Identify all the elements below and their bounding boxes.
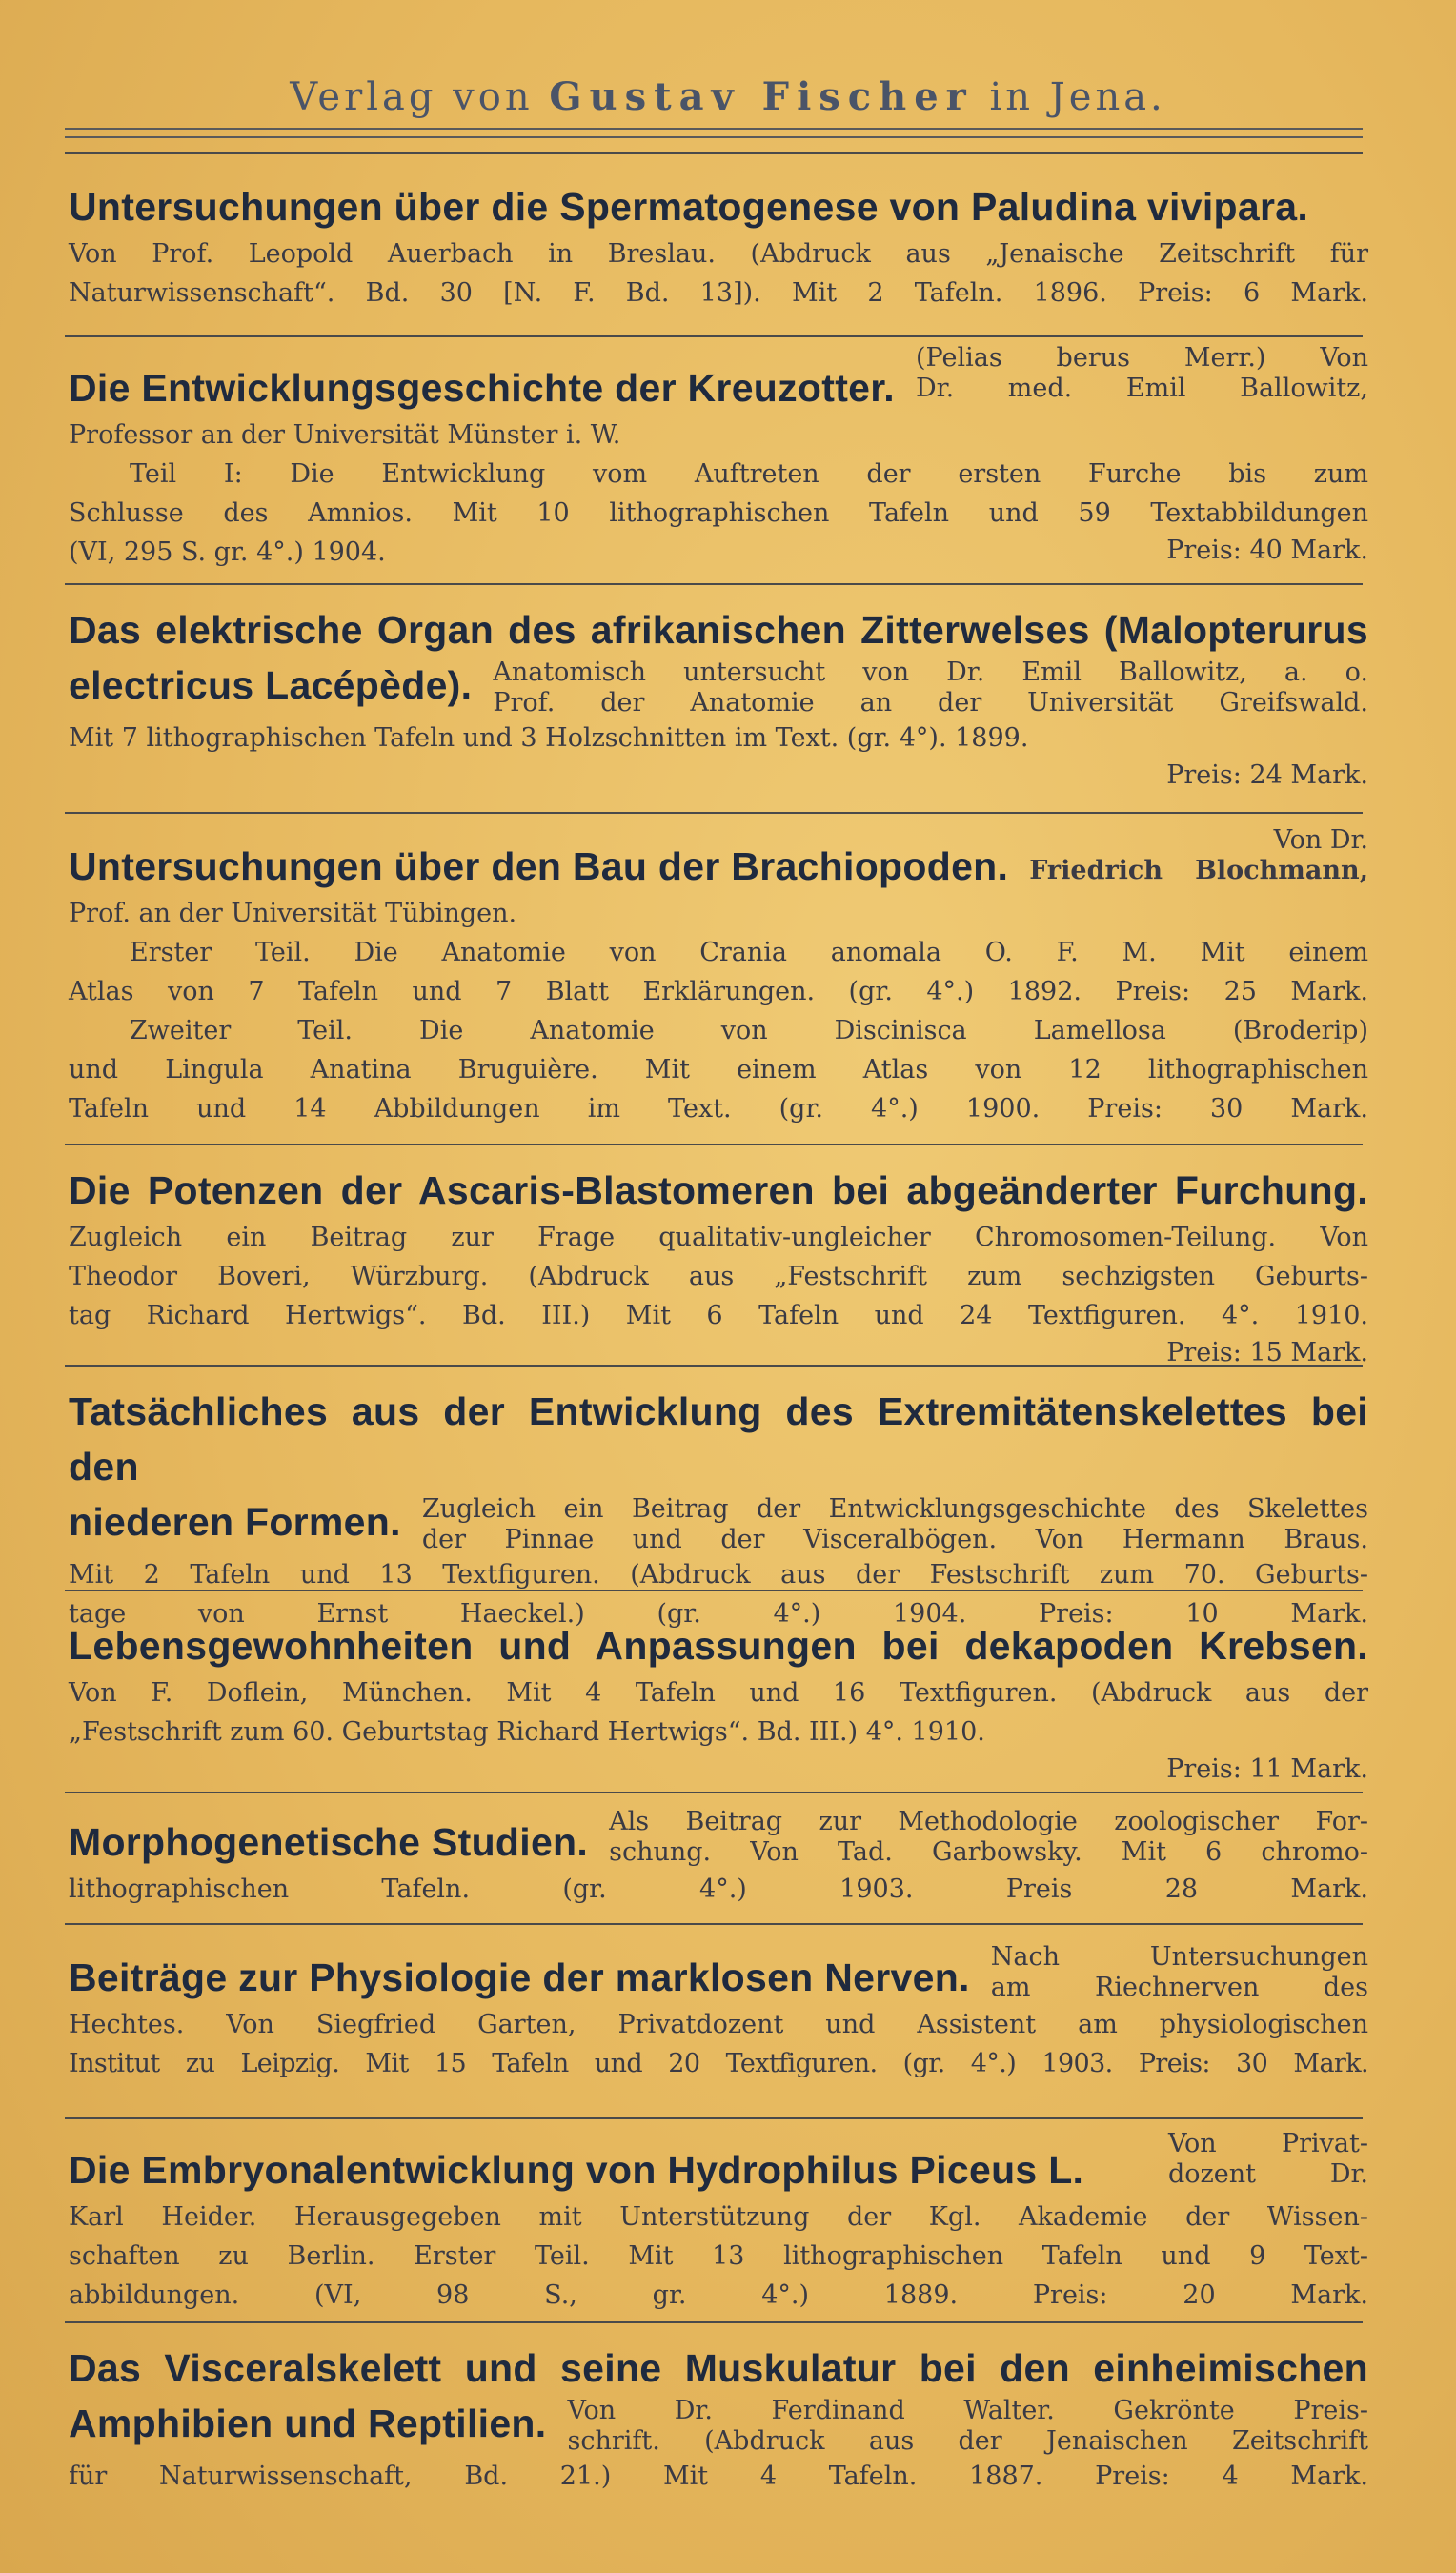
entry-divider bbox=[65, 1923, 1363, 1925]
entry-side-text bbox=[567, 2396, 1368, 2457]
publisher-prefix: Verlag von bbox=[290, 75, 534, 119]
entry-divider bbox=[65, 1365, 1363, 1367]
entry-divider bbox=[65, 812, 1363, 814]
entry-side-text bbox=[422, 1494, 1368, 1555]
entry-text: Hechtes. Von Siegfried Garten, Privatdozent und Assistent am physiologischen bbox=[69, 2010, 1368, 2039]
catalog-entry bbox=[69, 1163, 1368, 1371]
entry-text: Mit 2 Tafeln und 13 Textfiguren. (Abdruck aus der Festschrift zum 70. Geburts- bbox=[69, 1560, 1368, 1590]
entry-divider bbox=[65, 2321, 1363, 2323]
entry-title: Die Potenzen der Ascaris-Blastomeren bei abgeänderter Furchung. bbox=[69, 1168, 1368, 1212]
entry-title: Beiträge zur Physiologie der marklosen Nerven. bbox=[69, 1955, 970, 1999]
entry-text: (VI, 295 S. gr. 4°.) 1904. bbox=[69, 537, 386, 567]
entry-title: electricus Lacépède). bbox=[69, 663, 473, 707]
entry-text: Tafeln und 14 Abbildungen im Text. (gr. 4°.) 1900. Preis: 30 Mark. bbox=[69, 1094, 1368, 1124]
entry-text: am Riechnerven des bbox=[990, 1973, 1368, 2002]
catalog-entry bbox=[69, 825, 1368, 1128]
entry-side-text bbox=[1029, 825, 1368, 886]
entry-text: Atlas von 7 Tafeln und 7 Blatt Erklärungen. (gr. 4°.) 1892. Preis: 25 Mark. bbox=[69, 977, 1368, 1006]
entry-text: Zugleich ein Beitrag der Entwicklungsgeschichte des Skelettes bbox=[421, 1494, 1368, 1524]
entry-text: lithographischen Tafeln. (gr. 4°.) 1903. Preis 28 Mark. bbox=[69, 1874, 1368, 1904]
entry-text: Theodor Boveri, Würzburg. (Abdruck aus „Festschrift zum sechzigsten Geburts- bbox=[69, 1262, 1368, 1291]
entry-text: Zweiter Teil. Die Anatomie von Discinisca Lamellosa (Broderip) bbox=[130, 1016, 1368, 1045]
entry-text: Professor an der Universität Münster i. W. bbox=[69, 420, 621, 450]
entry-text: tag Richard Hertwigs“. Bd. III.) Mit 6 Tafeln und 24 Textfiguren. 4°. 1910. bbox=[69, 1301, 1368, 1330]
entry-text: Naturwissenschaft“. Bd. 30 [N. F. Bd. 13]). Mit 2 Tafeln. 1896. Preis: 6 Mark. bbox=[69, 278, 1368, 308]
entry-text: Karl Heider. Herausgegeben mit Unterstützung der Kgl. Akademie der Wissen- bbox=[69, 2202, 1368, 2232]
entry-side-text bbox=[991, 1942, 1368, 2003]
entry-text: Schlusse des Amnios. Mit 10 lithographischen Tafeln und 59 Textabbildungen bbox=[69, 498, 1368, 528]
entry-text: für Naturwissenschaft, Bd. 21.) Mit 4 Tafeln. 1887. Preis: 4 Mark. bbox=[69, 2462, 1368, 2491]
entry-text: Von Dr. Ferdinand Walter. Gekrönte Preis- bbox=[567, 2396, 1368, 2425]
publisher-suffix: in Jena. bbox=[989, 75, 1166, 119]
publisher-name: Gustav Fischer bbox=[549, 74, 974, 119]
catalog-entry bbox=[69, 1807, 1368, 1909]
entry-title: Morphogenetische Studien. bbox=[69, 1820, 589, 1864]
entry-text: (Pelias berus Merr.) Von bbox=[915, 343, 1368, 373]
publisher-header bbox=[0, 74, 1456, 119]
entry-title: Untersuchungen über die Spermatogenese von Paludina vivipara. bbox=[69, 185, 1309, 229]
entry-text: Institut zu Leipzig. Mit 15 Tafeln und 20 Textfiguren. (gr. 4°.) 1903. Preis: 30 Mark. bbox=[69, 2049, 1368, 2078]
entry-text: Von Dr. bbox=[1273, 825, 1368, 855]
catalog-entry bbox=[69, 2340, 1368, 2496]
entry-text: tage von Ernst Haeckel.) (gr. 4°.) 1904. Preis: 10 Mark. bbox=[69, 1599, 1368, 1629]
entry-text: Teil I: Die Entwicklung vom Auftreten der ersten Furche bis zum bbox=[130, 459, 1368, 489]
entry-divider bbox=[65, 335, 1363, 337]
entry-title: Die Entwicklungsgeschichte der Kreuzotter. bbox=[69, 366, 895, 410]
entry-side-text bbox=[609, 1807, 1368, 1868]
entry-title: Untersuchungen über den Bau der Brachiopoden. bbox=[69, 844, 1009, 888]
entry-side-text bbox=[1168, 2129, 1368, 2190]
entry-title: Tatsächliches aus der Entwicklung des Extremitätenskelettes bei den bbox=[69, 1389, 1368, 1489]
entry-title: Das Visceralskelett und seine Muskulatur bei den einheimischen bbox=[69, 2346, 1368, 2390]
entry-text: Dr. med. Emil Ballowitz, bbox=[915, 374, 1368, 403]
entry-divider bbox=[65, 1792, 1363, 1793]
entry-text: schung. Von Tad. Garbowsky. Mit 6 chromo- bbox=[609, 1837, 1368, 1867]
entry-text: und Lingula Anatina Bruguière. Mit einem Atlas von 12 lithographischen bbox=[69, 1055, 1368, 1084]
catalog-entry bbox=[69, 1942, 1368, 2083]
entry-text: Friedrich Blochmann, bbox=[1029, 856, 1368, 885]
entry-text: Prof. an der Universität Tübingen. bbox=[69, 899, 517, 928]
catalog-entry bbox=[69, 1618, 1368, 1788]
entry-divider bbox=[65, 583, 1363, 585]
entry-text: abbildungen. (VI, 98 S., gr. 4°.) 1889. Preis: 20 Mark. bbox=[69, 2280, 1368, 2310]
catalog-entry bbox=[69, 343, 1368, 572]
entry-price: Preis: 24 Mark. bbox=[1166, 760, 1368, 790]
entry-divider bbox=[65, 152, 1363, 154]
entry-title: Lebensgewohnheiten und Anpassungen bei dekapoden Krebsen. bbox=[69, 1624, 1368, 1668]
entry-title: Amphibien und Reptilien. bbox=[69, 2401, 547, 2445]
entry-title: Die Embryonalentwicklung von Hydrophilus Piceus L. bbox=[69, 2148, 1084, 2192]
catalog-entry bbox=[69, 2129, 1368, 2315]
entry-price: Preis: 11 Mark. bbox=[1166, 1754, 1368, 1784]
entry-divider bbox=[65, 1144, 1363, 1145]
catalog-entry bbox=[69, 179, 1368, 313]
entry-title: Das elektrische Organ des afrikanischen Zitterwelses (Malopterurus bbox=[69, 608, 1368, 652]
entry-text: Anatomisch untersucht von Dr. Emil Ballowitz, a. o. bbox=[493, 658, 1368, 687]
entry-price: Preis: 15 Mark. bbox=[1166, 1338, 1368, 1368]
entry-side-text bbox=[493, 658, 1368, 719]
entry-text: der Pinnae und der Visceralbögen. Von Hermann Braus. bbox=[421, 1525, 1368, 1554]
entry-price: Preis: 40 Mark. bbox=[1166, 536, 1368, 565]
header-rule-bottom bbox=[65, 136, 1363, 138]
entry-text: schrift. (Abdruck aus der Jenaischen Zeitschrift bbox=[567, 2426, 1368, 2456]
header-rule-top bbox=[65, 128, 1363, 130]
catalog-entry bbox=[69, 602, 1368, 794]
entry-text: Von Prof. Leopold Auerbach in Breslau. (Abdruck aus „Jenaische Zeitschrift für bbox=[69, 239, 1368, 269]
entry-divider bbox=[65, 2117, 1363, 2119]
entry-text: dozent Dr. bbox=[1168, 2159, 1368, 2189]
entry-text: Nach Untersuchungen bbox=[990, 1942, 1368, 1972]
entry-text: Mit 7 lithographischen Tafeln und 3 Holzschnitten im Text. (gr. 4°). 1899. bbox=[69, 723, 1029, 753]
entry-text: schaften zu Berlin. Erster Teil. Mit 13 lithographischen Tafeln und 9 Text- bbox=[69, 2241, 1368, 2271]
entry-side-text bbox=[916, 343, 1368, 404]
entry-text: Von Privat- bbox=[1168, 2129, 1368, 2158]
entry-divider bbox=[65, 1590, 1363, 1591]
entry-text: „Festschrift zum 60. Geburtstag Richard Hertwigs“. Bd. III.) 4°. 1910. bbox=[69, 1717, 985, 1747]
entry-text: Von F. Doflein, München. Mit 4 Tafeln und 16 Textfiguren. (Abdruck aus der bbox=[69, 1678, 1368, 1708]
entry-text: Zugleich ein Beitrag zur Frage qualitativ-ungleicher Chromosomen-Teilung. Von bbox=[69, 1223, 1368, 1252]
entry-text: Als Beitrag zur Methodologie zoologischer For- bbox=[609, 1807, 1368, 1836]
entry-text: Prof. der Anatomie an der Universität Greifswald. bbox=[493, 688, 1368, 718]
entry-title: niederen Formen. bbox=[69, 1500, 401, 1544]
catalog-entry bbox=[69, 1384, 1368, 1633]
entry-text: Erster Teil. Die Anatomie von Crania anomala O. F. M. Mit einem bbox=[130, 938, 1368, 967]
